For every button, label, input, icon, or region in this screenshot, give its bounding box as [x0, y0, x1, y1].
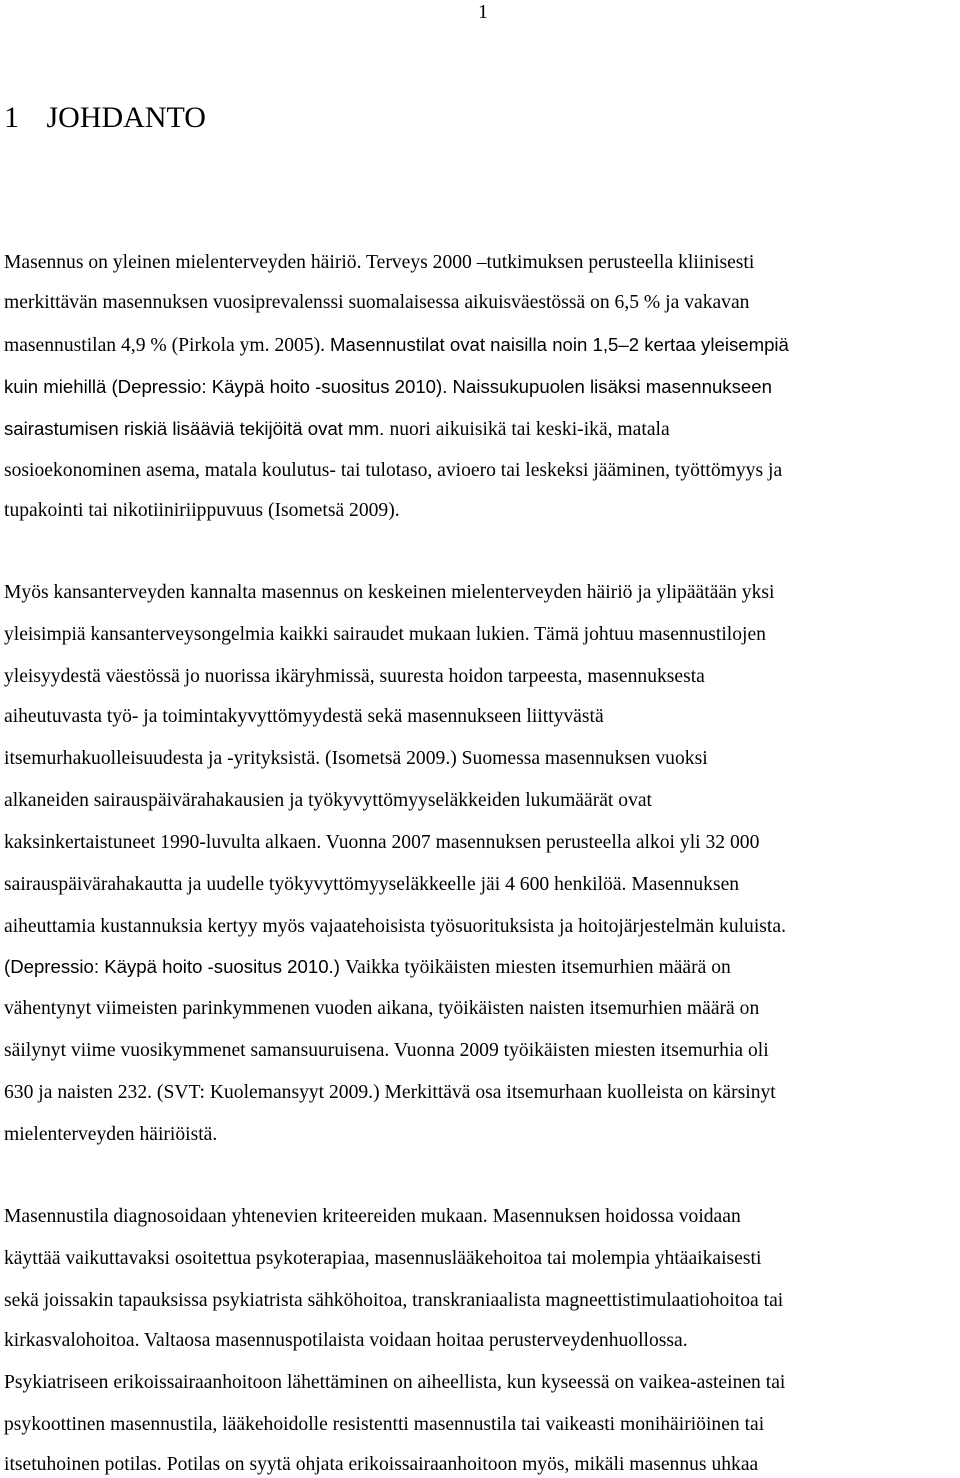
text-line	[4, 830, 759, 856]
text-segment: yleisimpiä kansanterveysongelmia kaikki sairaudet mukaan lukien. Tämä johtuu masennustilojen	[4, 624, 766, 645]
text-segment: mielenterveyden häiriöistä.	[4, 1124, 218, 1145]
text-segment: kaksinkertaistuneet 1990-luvulta alkaen. Vuonna 2007 masennuksen perusteella alkoi yli 32 000	[4, 832, 760, 853]
text-line	[4, 704, 604, 730]
text-line	[4, 498, 400, 524]
text-line	[4, 416, 670, 443]
text-line	[4, 458, 782, 484]
text-line	[4, 1122, 217, 1148]
text-segment: psykoottinen masennustila, lääkehoidolle resistentti masennustila tai vaikeasti monihäiriöinen tai	[4, 1414, 765, 1435]
text-segment: sekä joissakin tapauksissa psykiatrista sähköhoitoa, transkraniaalista magneettistimulaatiohoitoa tai	[4, 1290, 784, 1311]
text-segment: vähentynyt viimeisten parinkymmenen vuoden aikana, työikäisten naisten itsemurhien määrä on	[4, 998, 760, 1019]
text-segment: Masennustila diagnosoidaan yhtenevien kriteereiden mukaan. Masennuksen hoidossa voidaan	[4, 1206, 741, 1227]
text-segment: sairauspäivärahakautta ja uudelle työkyvyttömyyseläkkeelle jäi 4 600 henkilöä. Masennuksen	[4, 874, 740, 895]
text-line	[4, 1452, 758, 1478]
text-line	[4, 374, 772, 401]
text-segment: itsemurhakuolleisuudesta ja -yrityksistä. (Isometsä 2009.) Suomessa masennuksen vuoksi	[4, 748, 708, 769]
text-line	[4, 332, 789, 359]
text-segment: alkaneiden sairauspäivärahakausien ja työkyvyttömyyseläkkeiden lukumäärät ovat	[4, 790, 653, 811]
text-line	[4, 1328, 688, 1354]
text-segment: aiheutuvasta työ- ja toimintakyvyttömyydestä sekä masennukseen liittyvästä	[4, 706, 604, 727]
text-segment: Myös kansanterveyden kannalta masennus on keskeinen mielenterveyden häiriö ja ylipäätään yksi	[4, 582, 775, 603]
text-segment: Vaikka työikäisten miesten itsemurhien määrä on	[345, 957, 731, 978]
text-segment: sosioekonominen asema, matala koulutus- tai tulotaso, avioero tai leskeksi jääminen, työttömyys ja	[4, 460, 783, 481]
text-line	[4, 1080, 776, 1106]
text-segment: Psykiatriseen erikoissairaanhoitoon lähettäminen on aiheellista, kun kyseessä on vaikea-asteinen tai	[4, 1372, 786, 1393]
text-segment: masennustilan 4,9 % (Pirkola ym. 2005).	[4, 335, 330, 356]
text-segment: aiheuttamia kustannuksia kertyy myös vajaatehoisista työsuorituksista ja hoitojärjestelmän kuluista.	[4, 916, 786, 937]
text-segment: merkittävän masennuksen vuosiprevalenssi suomalaisessa aikuisväestössä on 6,5 % ja vakavan	[4, 292, 750, 313]
text-line	[4, 290, 749, 316]
text-segment: kirkasvalohoitoa. Valtaosa masennuspotilaista voidaan hoitaa perusterveydenhuollossa.	[4, 1330, 688, 1351]
text-line	[4, 1412, 764, 1438]
text-segment: itsetuhoinen potilas. Potilas on syytä ohjata erikoissairaanhoitoon myös, mikäli masennus uhkaa	[4, 1454, 759, 1475]
text-segment: (Depressio: Käypä hoito -suositus 2010.)	[4, 956, 346, 977]
text-segment: tupakointi tai nikotiiniriippuvuus (Isometsä 2009).	[4, 500, 400, 521]
text-line	[4, 1246, 761, 1272]
text-segment: säilynyt viime vuosikymmenet samansuuruisena. Vuonna 2009 työikäisten miesten itsemurhia oli	[4, 1040, 769, 1061]
text-line	[4, 788, 652, 814]
text-segment: sairastumisen riskiä lisääviä tekijöitä ovat mm.	[4, 418, 390, 439]
text-line	[4, 1288, 783, 1314]
text-line	[4, 914, 786, 940]
text-segment: kuin miehillä (Depressio: Käypä hoito -suositus 2010).	[4, 376, 453, 397]
text-line	[4, 872, 739, 898]
text-segment: Masennus on yleinen mielenterveyden häiriö. Terveys 2000 –tutkimuksen perusteella kliinisesti	[4, 252, 755, 273]
chapter-heading	[4, 98, 206, 138]
text-line	[4, 580, 774, 606]
text-line	[4, 954, 731, 981]
text-segment: Naissukupuolen lisäksi masennukseen	[452, 376, 772, 397]
text-segment: nuori aikuisikä tai keski-ikä, matala	[389, 419, 670, 440]
text-line	[4, 250, 754, 276]
text-line	[4, 622, 766, 648]
chapter-number: 1	[4, 101, 19, 134]
text-line	[4, 664, 705, 690]
text-line	[4, 746, 708, 772]
page-number: 1	[478, 1, 488, 23]
text-line	[4, 1204, 741, 1230]
text-segment: yleisyydestä väestössä jo nuorissa ikäryhmissä, suuresta hoidon tarpeesta, masennuksesta	[4, 666, 705, 687]
text-line	[4, 996, 759, 1022]
chapter-title: JOHDANTO	[46, 101, 206, 134]
text-line	[4, 1038, 769, 1064]
text-segment: 630 ja naisten 232. (SVT: Kuolemansyyt 2009.) Merkittävä osa itsemurhaan kuolleista on kärsinyt	[4, 1082, 776, 1103]
text-segment: Masennustilat ovat naisilla noin 1,5–2 kertaa yleisempiä	[329, 334, 789, 355]
text-line	[4, 1370, 785, 1396]
text-segment: käyttää vaikuttavaksi osoitettua psykoterapiaa, masennuslääkehoitoa tai molempia yhtäaikaisesti	[4, 1248, 762, 1269]
